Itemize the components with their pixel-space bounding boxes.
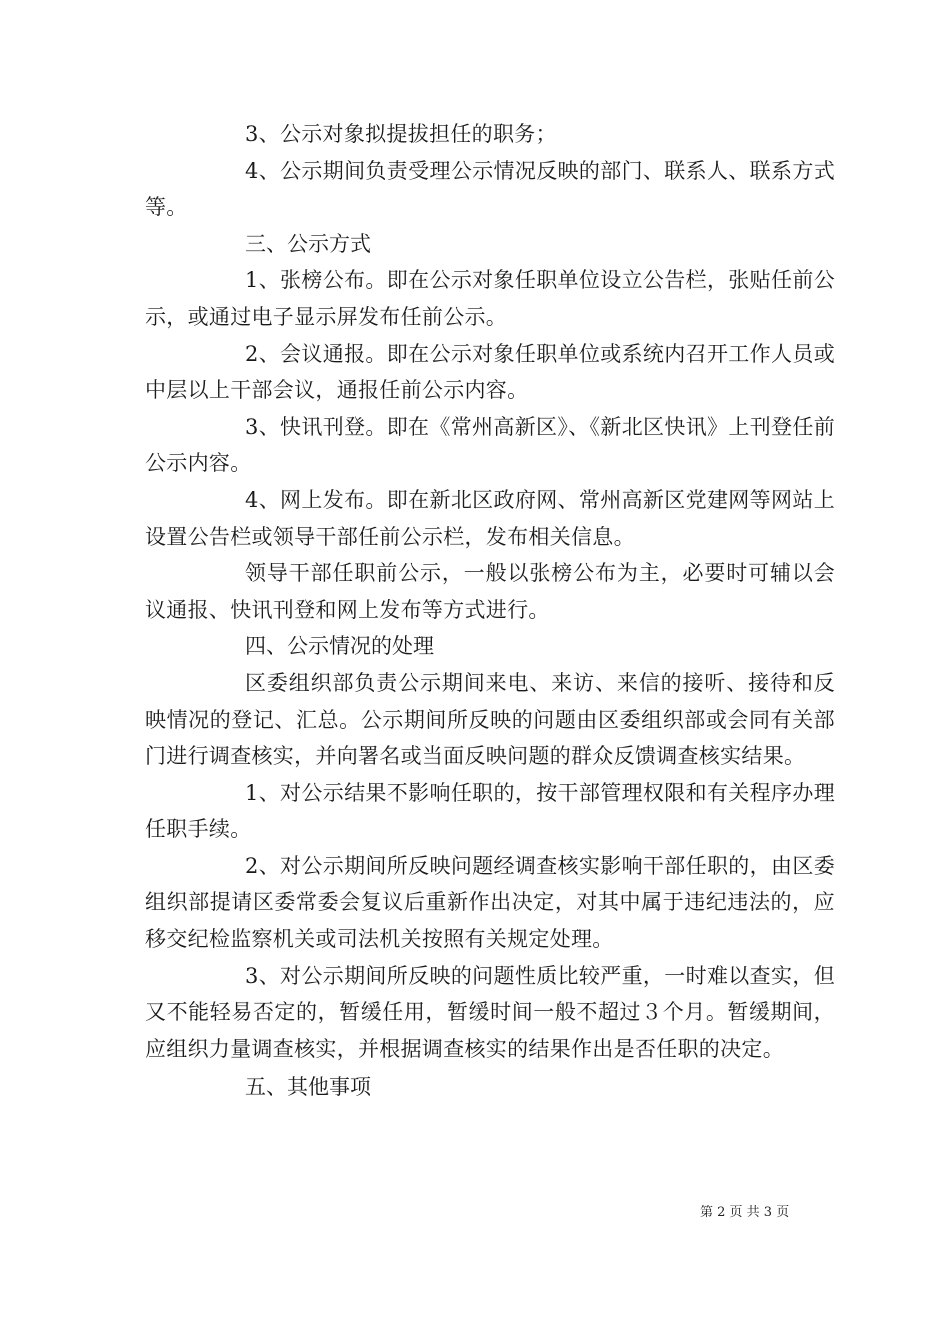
paragraph-method-3: 3、快讯刊登。即在《常州高新区》、《新北区快讯》上刊登任前公示内容。 — [145, 414, 835, 476]
paragraph-handling-1: 1、对公示结果不影响任职的，按干部管理权限和有关程序办理任职手续。 — [145, 780, 835, 842]
section-heading-5: 五、其他事项 — [245, 1075, 371, 1100]
paragraph-method-2: 2、会议通报。即在公示对象任职单位或系统内召开工作人员或中层以上干部会议，通报任前公示内容。 — [145, 341, 835, 403]
paragraph-handling-intro: 区委组织部负责公示期间来电、来访、来信的接听、接待和反映情况的登记、汇总。公示期间所反映的问题由区委组织部或会同有关部门进行调查核实，并向署名或当面反映问题的群众反馈调查核实结果。 — [145, 670, 835, 769]
paragraph-handling-2: 2、对公示期间所反映问题经调查核实影响干部任职的，由区委组织部提请区委常委会复议后重新作出决定，对其中属于违纪违法的，应移交纪检监察机关或司法机关按照有关规定处理。 — [145, 853, 835, 952]
paragraph-handling-3: 3、对公示期间所反映的问题性质比较严重，一时难以查实，但又不能轻易否定的，暂缓任用，暂缓时间一般不超过３个月。暂缓期间，应组织力量调查核实，并根据调查核实的结果作出是否任职的决定。 — [145, 963, 835, 1061]
page-number: 第 2 页 共 3 页 — [700, 1205, 790, 1220]
paragraph-method-1: 1、张榜公布。即在公示对象任职单位设立公告栏，张贴任前公示，或通过电子显示屏发布任前公示。 — [145, 268, 835, 329]
section-heading-4: 四、公示情况的处理 — [245, 634, 434, 659]
section-heading-3: 三、公示方式 — [245, 231, 371, 256]
paragraph-item-3: 3、公示对象拟提拔担任的职务； — [245, 122, 557, 146]
paragraph-method-summary: 领导干部任职前公示，一般以张榜公布为主，必要时可辅以会议通报、快讯刊登和网上发布等方式进行。 — [145, 561, 835, 622]
paragraph-method-4: 4、网上发布。即在新北区政府网、常州高新区党建网等网站上设置公告栏或领导干部任前公示栏，发布相关信息。 — [145, 487, 835, 549]
document-body — [145, 116, 835, 1106]
paragraph-item-4: 4、公示期间负责受理公示情况反映的部门、联系人、联系方式等。 — [145, 158, 835, 220]
